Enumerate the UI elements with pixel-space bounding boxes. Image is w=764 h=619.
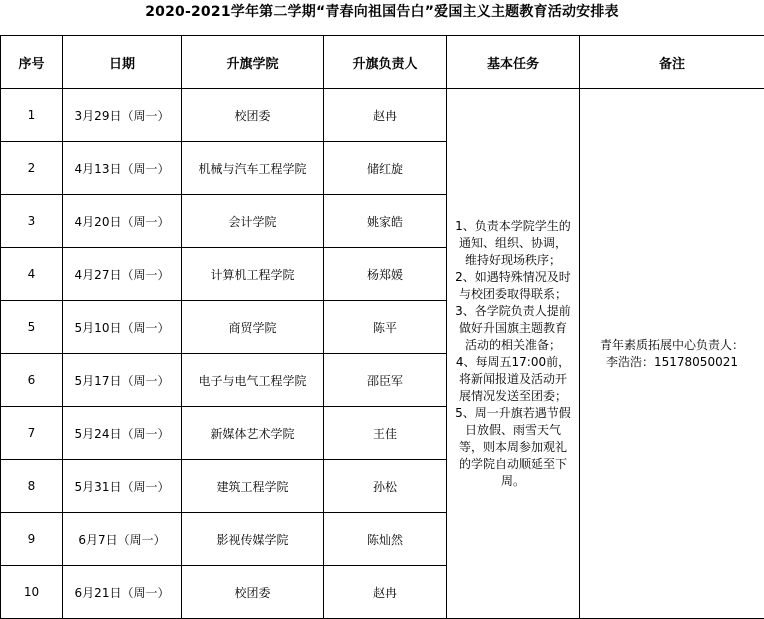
cell-seq: 5 bbox=[1, 301, 63, 354]
header-task: 基本任务 bbox=[447, 36, 580, 89]
page-title: 2020-2021学年第二学期“青春向祖国告白”爱国主义主题教育活动安排表 bbox=[0, 0, 764, 24]
cell-seq: 1 bbox=[1, 89, 63, 142]
cell-date: 5月24日（周一） bbox=[63, 407, 182, 460]
task-line: 的学院自动顺延至下 bbox=[451, 456, 575, 473]
note-cell bbox=[580, 89, 764, 619]
task-cell bbox=[447, 89, 580, 619]
task-line: 周。 bbox=[451, 473, 575, 490]
schedule-table bbox=[0, 35, 764, 619]
cell-seq: 4 bbox=[1, 248, 63, 301]
cell-seq: 8 bbox=[1, 460, 63, 513]
cell-date: 5月31日（周一） bbox=[63, 460, 182, 513]
header-leader: 升旗负责人 bbox=[324, 36, 447, 89]
cell-date: 5月17日（周一） bbox=[63, 354, 182, 407]
task-line: 活动的相关准备； bbox=[451, 337, 575, 354]
cell-college: 校团委 bbox=[182, 566, 324, 619]
cell-seq: 7 bbox=[1, 407, 63, 460]
cell-leader: 姚家皓 bbox=[324, 195, 447, 248]
cell-date: 3月29日（周一） bbox=[63, 89, 182, 142]
cell-date: 4月20日（周一） bbox=[63, 195, 182, 248]
cell-leader: 杨郑媛 bbox=[324, 248, 447, 301]
task-line: 做好升国旗主题教育 bbox=[451, 320, 575, 337]
cell-college: 校团委 bbox=[182, 89, 324, 142]
cell-college: 新媒体艺术学院 bbox=[182, 407, 324, 460]
note-line: 青年素质拓展中心负责人： bbox=[580, 337, 764, 354]
task-line: 等，则本周参加观礼 bbox=[451, 439, 575, 456]
cell-college: 建筑工程学院 bbox=[182, 460, 324, 513]
cell-leader: 孙松 bbox=[324, 460, 447, 513]
cell-date: 5月10日（周一） bbox=[63, 301, 182, 354]
task-line: 展情况发送至团委； bbox=[451, 388, 575, 405]
cell-seq: 9 bbox=[1, 513, 63, 566]
task-line: 5、周一升旗若遇节假 bbox=[451, 405, 575, 422]
cell-leader: 王佳 bbox=[324, 407, 447, 460]
cell-college: 会计学院 bbox=[182, 195, 324, 248]
header-college: 升旗学院 bbox=[182, 36, 324, 89]
task-line: 与校团委取得联系； bbox=[451, 286, 575, 303]
cell-leader: 邵臣军 bbox=[324, 354, 447, 407]
cell-college: 电子与电气工程学院 bbox=[182, 354, 324, 407]
header-date: 日期 bbox=[63, 36, 182, 89]
cell-date: 6月21日（周一） bbox=[63, 566, 182, 619]
task-line: 通知、组织、协调， bbox=[451, 235, 575, 252]
task-line: 维持好现场秩序； bbox=[451, 252, 575, 269]
task-line: 1、负责本学院学生的 bbox=[451, 218, 575, 235]
task-line: 日放假、雨雪天气 bbox=[451, 422, 575, 439]
header-seq: 序号 bbox=[1, 36, 63, 89]
cell-seq: 2 bbox=[1, 142, 63, 195]
cell-leader: 赵冉 bbox=[324, 566, 447, 619]
cell-leader: 陈灿然 bbox=[324, 513, 447, 566]
cell-leader: 陈平 bbox=[324, 301, 447, 354]
task-line: 4、每周五17:00前， bbox=[451, 354, 575, 371]
cell-college: 商贸学院 bbox=[182, 301, 324, 354]
cell-leader: 赵冉 bbox=[324, 89, 447, 142]
cell-college: 影视传媒学院 bbox=[182, 513, 324, 566]
table-row bbox=[1, 89, 764, 142]
cell-college: 计算机工程学院 bbox=[182, 248, 324, 301]
task-line: 2、如遇特殊情况及时 bbox=[451, 269, 575, 286]
cell-leader: 储红旋 bbox=[324, 142, 447, 195]
cell-date: 4月13日（周一） bbox=[63, 142, 182, 195]
cell-date: 6月7日（周一） bbox=[63, 513, 182, 566]
task-line: 3、各学院负责人提前 bbox=[451, 303, 575, 320]
cell-seq: 10 bbox=[1, 566, 63, 619]
task-line: 将新闻报道及活动开 bbox=[451, 371, 575, 388]
cell-seq: 3 bbox=[1, 195, 63, 248]
header-row bbox=[1, 36, 764, 89]
note-line: 李浩浩：15178050021 bbox=[580, 354, 764, 371]
cell-date: 4月27日（周一） bbox=[63, 248, 182, 301]
cell-college: 机械与汽车工程学院 bbox=[182, 142, 324, 195]
cell-seq: 6 bbox=[1, 354, 63, 407]
header-note: 备注 bbox=[580, 36, 764, 89]
